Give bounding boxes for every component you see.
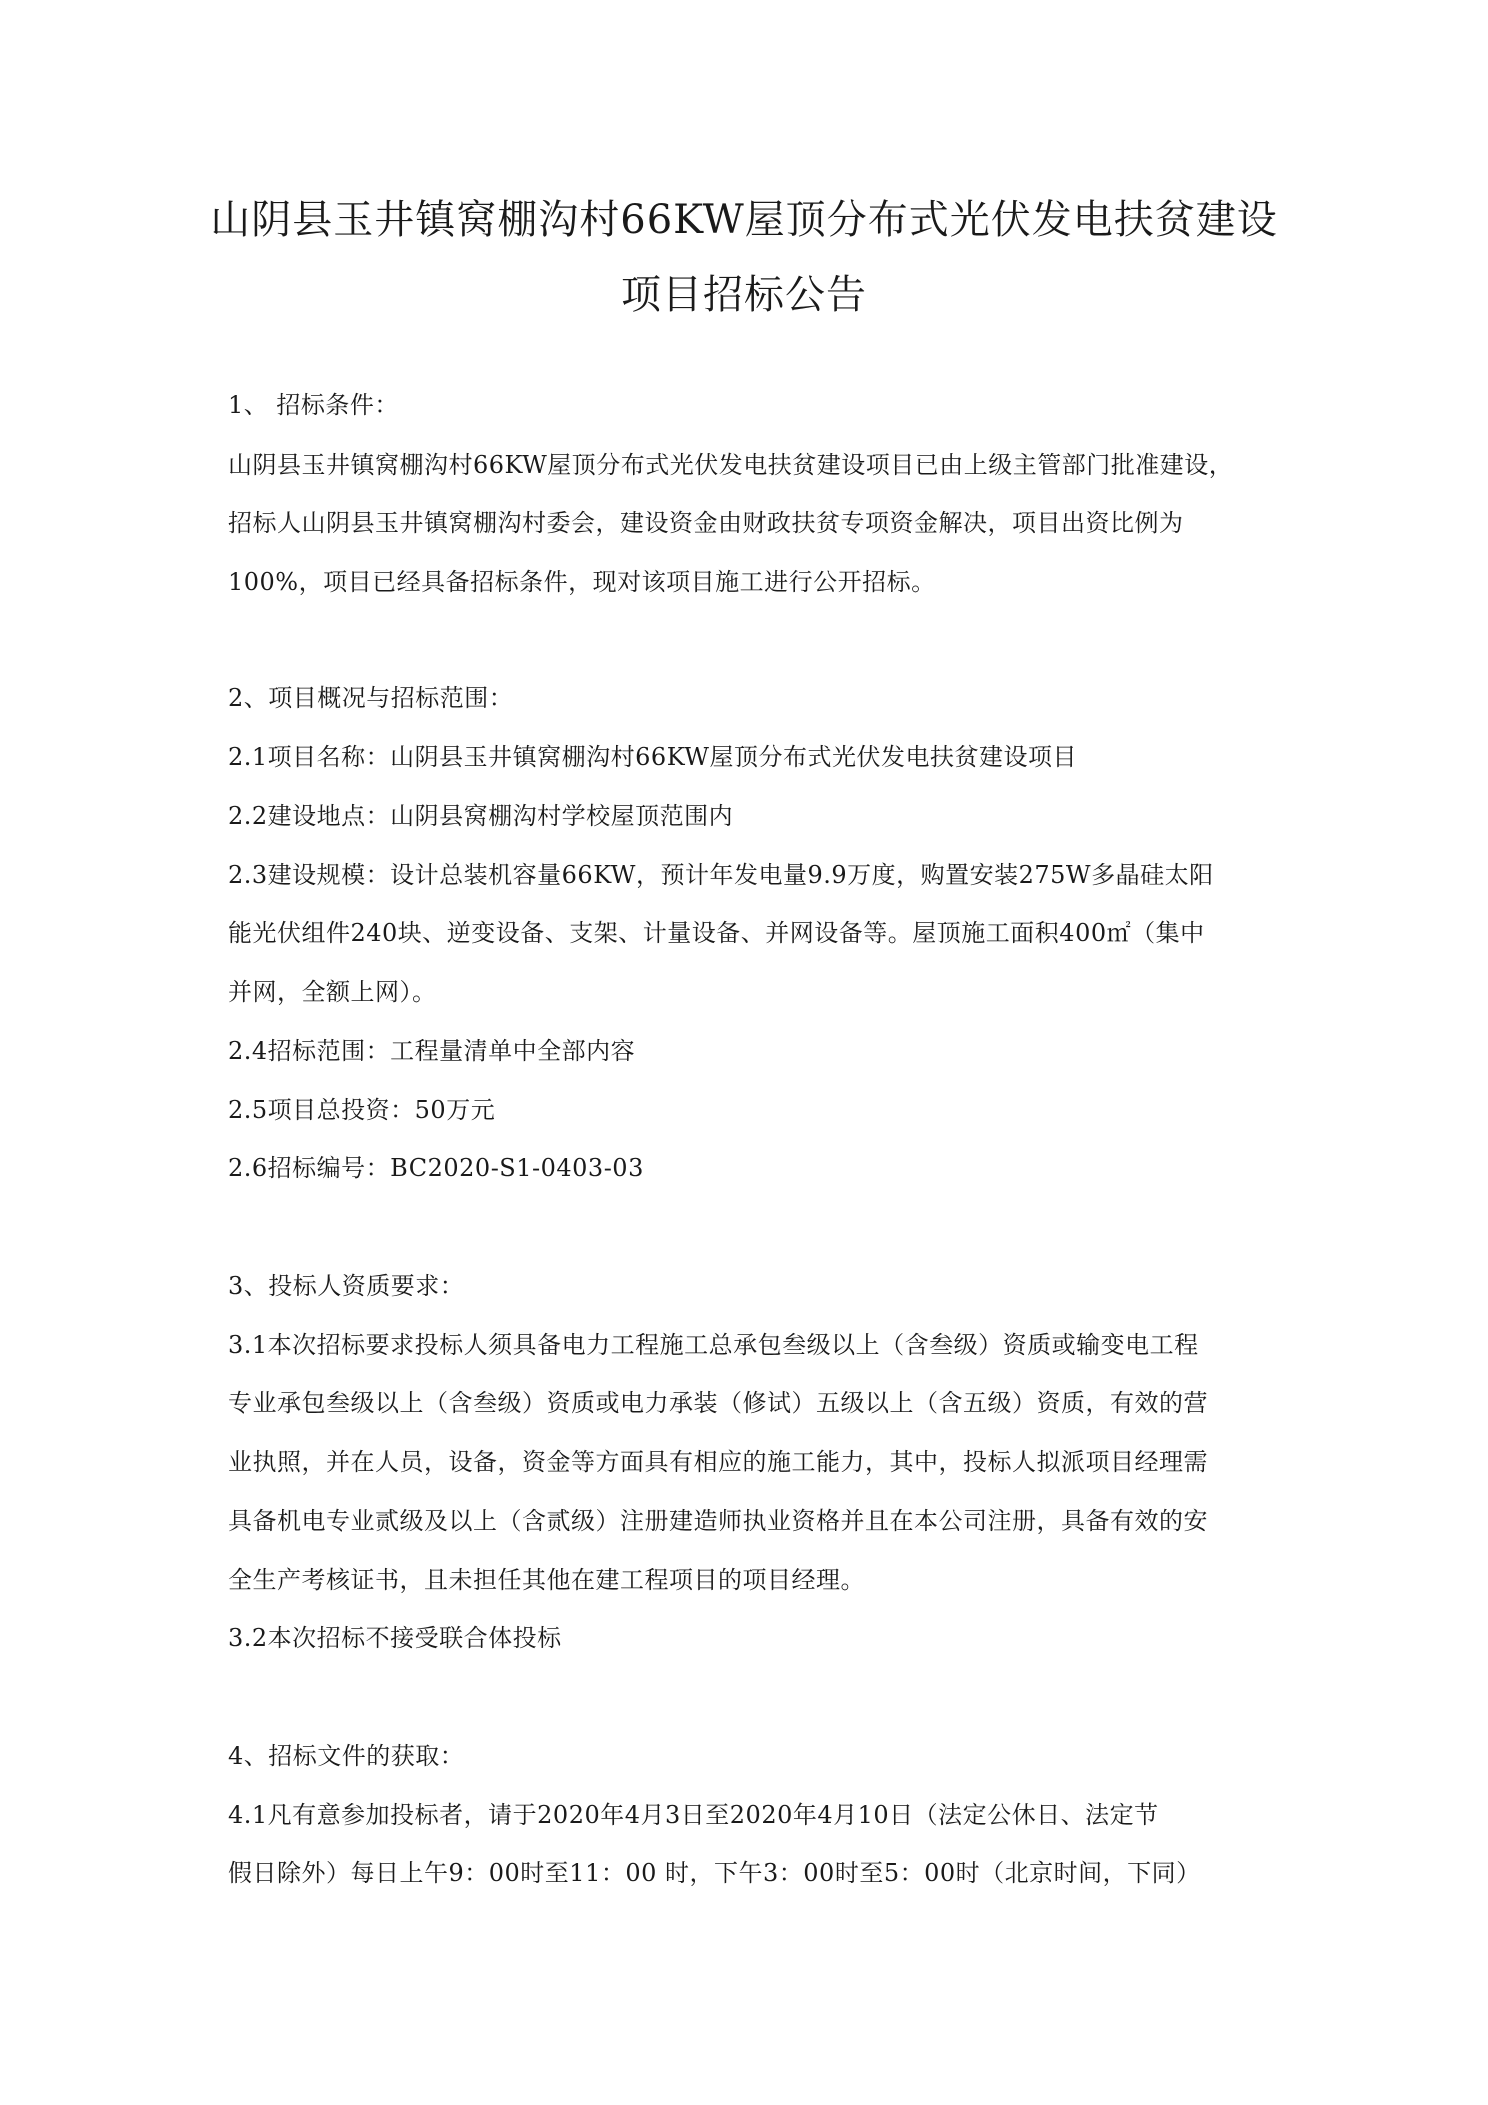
section-2-item: 2.1项目名称：山阴县玉井镇窝棚沟村66KW屋顶分布式光伏发电扶贫建设项目 (228, 743, 1077, 771)
section-4-paragraph-line: 4.1凡有意参加投标者，请于2020年4月3日至2020年4月10日（法定公休日、法定节 (228, 1801, 1159, 1829)
section-1-paragraph-line: 山阴县玉井镇窝棚沟村66KW屋顶分布式光伏发电扶贫建设项目已由上级主管部门批准建设， (228, 451, 1234, 479)
section-2-item: 2.2建设地点：山阴县窝棚沟村学校屋顶范围内 (228, 802, 734, 830)
section-2-item: 并网，全额上网）。 (228, 978, 437, 1006)
section-3-paragraph-line: 具备机电专业贰级及以上（含贰级）注册建造师执业资格并且在本公司注册，具备有效的安 (228, 1507, 1208, 1535)
section-3-paragraph-line: 3.1本次招标要求投标人须具备电力工程施工总承包叁级以上（含叁级）资质或输变电工程 (228, 1331, 1199, 1359)
section-3-paragraph-line: 专业承包叁级以上（含叁级）资质或电力承装（修试）五级以上（含五级）资质，有效的营 (228, 1389, 1208, 1417)
section-2-item: 2.3建设规模：设计总装机容量66KW，预计年发电量9.9万度，购置安装275W多晶硅太阳 (228, 861, 1214, 889)
section-3-paragraph-line: 业执照，并在人员，设备，资金等方面具有相应的施工能力，其中，投标人拟派项目经理需 (228, 1448, 1208, 1476)
section-1-paragraph-line: 100%，项目已经具备招标条件，现对该项目施工进行公开招标。 (228, 568, 936, 596)
section-4-heading: 4、招标文件的获取： (228, 1742, 465, 1770)
document-title-line-2: 项目招标公告 (621, 272, 867, 318)
section-4-paragraph-line: 假日除外）每日上午9：00时至11：00 时，下午3：00时至5：00时（北京时间，下同） (228, 1859, 1201, 1887)
document-title-line-1: 山阴县玉井镇窝棚沟村66KW屋顶分布式光伏发电扶贫建设 (210, 197, 1278, 243)
section-2-heading: 2、项目概况与招标范围： (228, 684, 514, 712)
section-1-paragraph-line: 招标人山阴县玉井镇窝棚沟村委会，建设资金由财政扶贫专项资金解决，项目出资比例为 (228, 509, 1184, 537)
section-2-item: 2.6招标编号：BC2020-S1-0403-03 (228, 1154, 644, 1182)
section-3-paragraph-line: 全生产考核证书，且未担任其他在建工程项目的项目经理。 (228, 1566, 865, 1594)
section-2-item: 2.4招标范围：工程量清单中全部内容 (228, 1037, 636, 1065)
section-2-item: 能光伏组件240块、逆变设备、支架、计量设备、并网设备等。屋顶施工面积400㎡（集中 (228, 919, 1205, 947)
section-3-paragraph-line: 3.2本次招标不接受联合体投标 (228, 1624, 562, 1652)
section-3-heading: 3、投标人资质要求： (228, 1272, 465, 1300)
section-1-heading: 1、 招标条件： (228, 391, 399, 419)
section-2-item: 2.5项目总投资：50万元 (228, 1096, 496, 1124)
